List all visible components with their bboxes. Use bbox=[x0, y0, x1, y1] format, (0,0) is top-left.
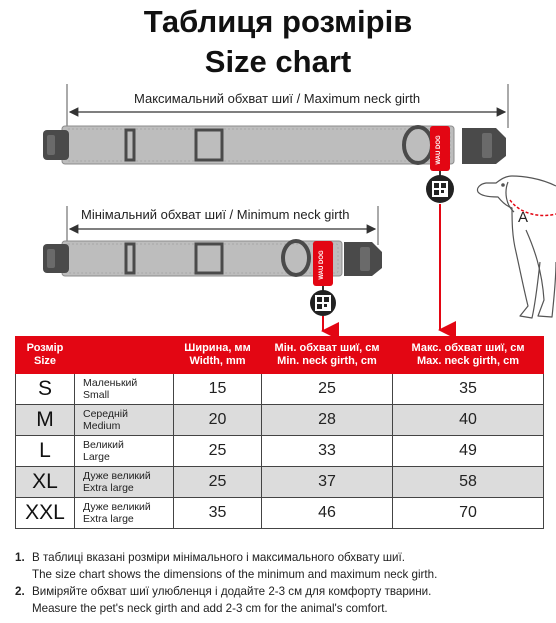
max-girth-value: 35 bbox=[393, 374, 544, 405]
size-name: Великий Large bbox=[75, 436, 174, 467]
header-min-girth: Мін. обхват шиї, см Min. neck girth, cm bbox=[262, 337, 393, 374]
max-girth-value: 40 bbox=[393, 405, 544, 436]
table-row bbox=[16, 374, 544, 405]
notes bbox=[15, 549, 545, 617]
collar-max bbox=[43, 126, 506, 203]
size-code: L bbox=[16, 436, 75, 467]
note-text-ua: В таблиці вказані розміри мінімального і максимального обхвату шиї. bbox=[32, 551, 405, 564]
note-number: 2. bbox=[15, 585, 25, 598]
size-code: S bbox=[16, 374, 75, 405]
header-width: Ширина, мм Width, mm bbox=[174, 337, 262, 374]
table-row bbox=[16, 405, 544, 436]
min-girth-value: 33 bbox=[262, 436, 393, 467]
width-value: 15 bbox=[174, 374, 262, 405]
size-table bbox=[15, 336, 544, 529]
max-girth-value: 49 bbox=[393, 436, 544, 467]
header-name bbox=[75, 337, 174, 374]
min-girth-label: Мінімальний обхват шиї / Minimum neck girth bbox=[78, 207, 352, 222]
min-girth-value: 25 bbox=[262, 374, 393, 405]
note-item bbox=[15, 583, 545, 617]
min-girth-value: 28 bbox=[262, 405, 393, 436]
size-name: Дуже великий Extra large bbox=[75, 467, 174, 498]
max-girth-value: 58 bbox=[393, 467, 544, 498]
size-code: XL bbox=[16, 467, 75, 498]
width-value: 25 bbox=[174, 467, 262, 498]
dog-illustration bbox=[477, 176, 556, 318]
size-name: Дуже великий Extra large bbox=[75, 498, 174, 529]
collar-min bbox=[43, 241, 382, 316]
dog-point-label: A bbox=[518, 209, 529, 226]
note-text-ua: Виміряйте обхват шиї улюбленця і додайте 2-3 см для комфорту тварини. bbox=[32, 585, 432, 598]
collar-tag-brand-small: WAU DOG bbox=[319, 250, 325, 280]
max-girth-value: 70 bbox=[393, 498, 544, 529]
note-number: 1. bbox=[15, 551, 25, 564]
table-header-row bbox=[16, 337, 544, 374]
size-code: XXL bbox=[16, 498, 75, 529]
note-item bbox=[15, 549, 545, 583]
table-row bbox=[16, 498, 544, 529]
width-value: 25 bbox=[174, 436, 262, 467]
size-code: M bbox=[16, 405, 75, 436]
collar-tag-brand: WAU DOG bbox=[436, 135, 442, 165]
note-text-en: Measure the pet's neck girth and add 2-3 cm for the animal's comfort. bbox=[32, 602, 388, 615]
header-size: Розмір Size bbox=[16, 337, 75, 374]
min-girth-value: 46 bbox=[262, 498, 393, 529]
table-row bbox=[16, 467, 544, 498]
header-max-girth: Макс. обхват шиї, см Max. neck girth, cm bbox=[393, 337, 544, 374]
min-girth-value: 37 bbox=[262, 467, 393, 498]
dog-neck-marker bbox=[510, 200, 556, 215]
table-row bbox=[16, 436, 544, 467]
max-girth-label: Максимальний обхват шиї / Maximum neck girth bbox=[131, 91, 423, 106]
size-name: Маленький Small bbox=[75, 374, 174, 405]
page-title-en: Size chart bbox=[204, 44, 352, 79]
note-text-en: The size chart shows the dimensions of the minimum and maximum neck girth. bbox=[32, 568, 438, 581]
page-title-ua: Таблиця розмірів bbox=[143, 4, 413, 39]
width-value: 20 bbox=[174, 405, 262, 436]
width-value: 35 bbox=[174, 498, 262, 529]
size-name: Середній Medium bbox=[75, 405, 174, 436]
